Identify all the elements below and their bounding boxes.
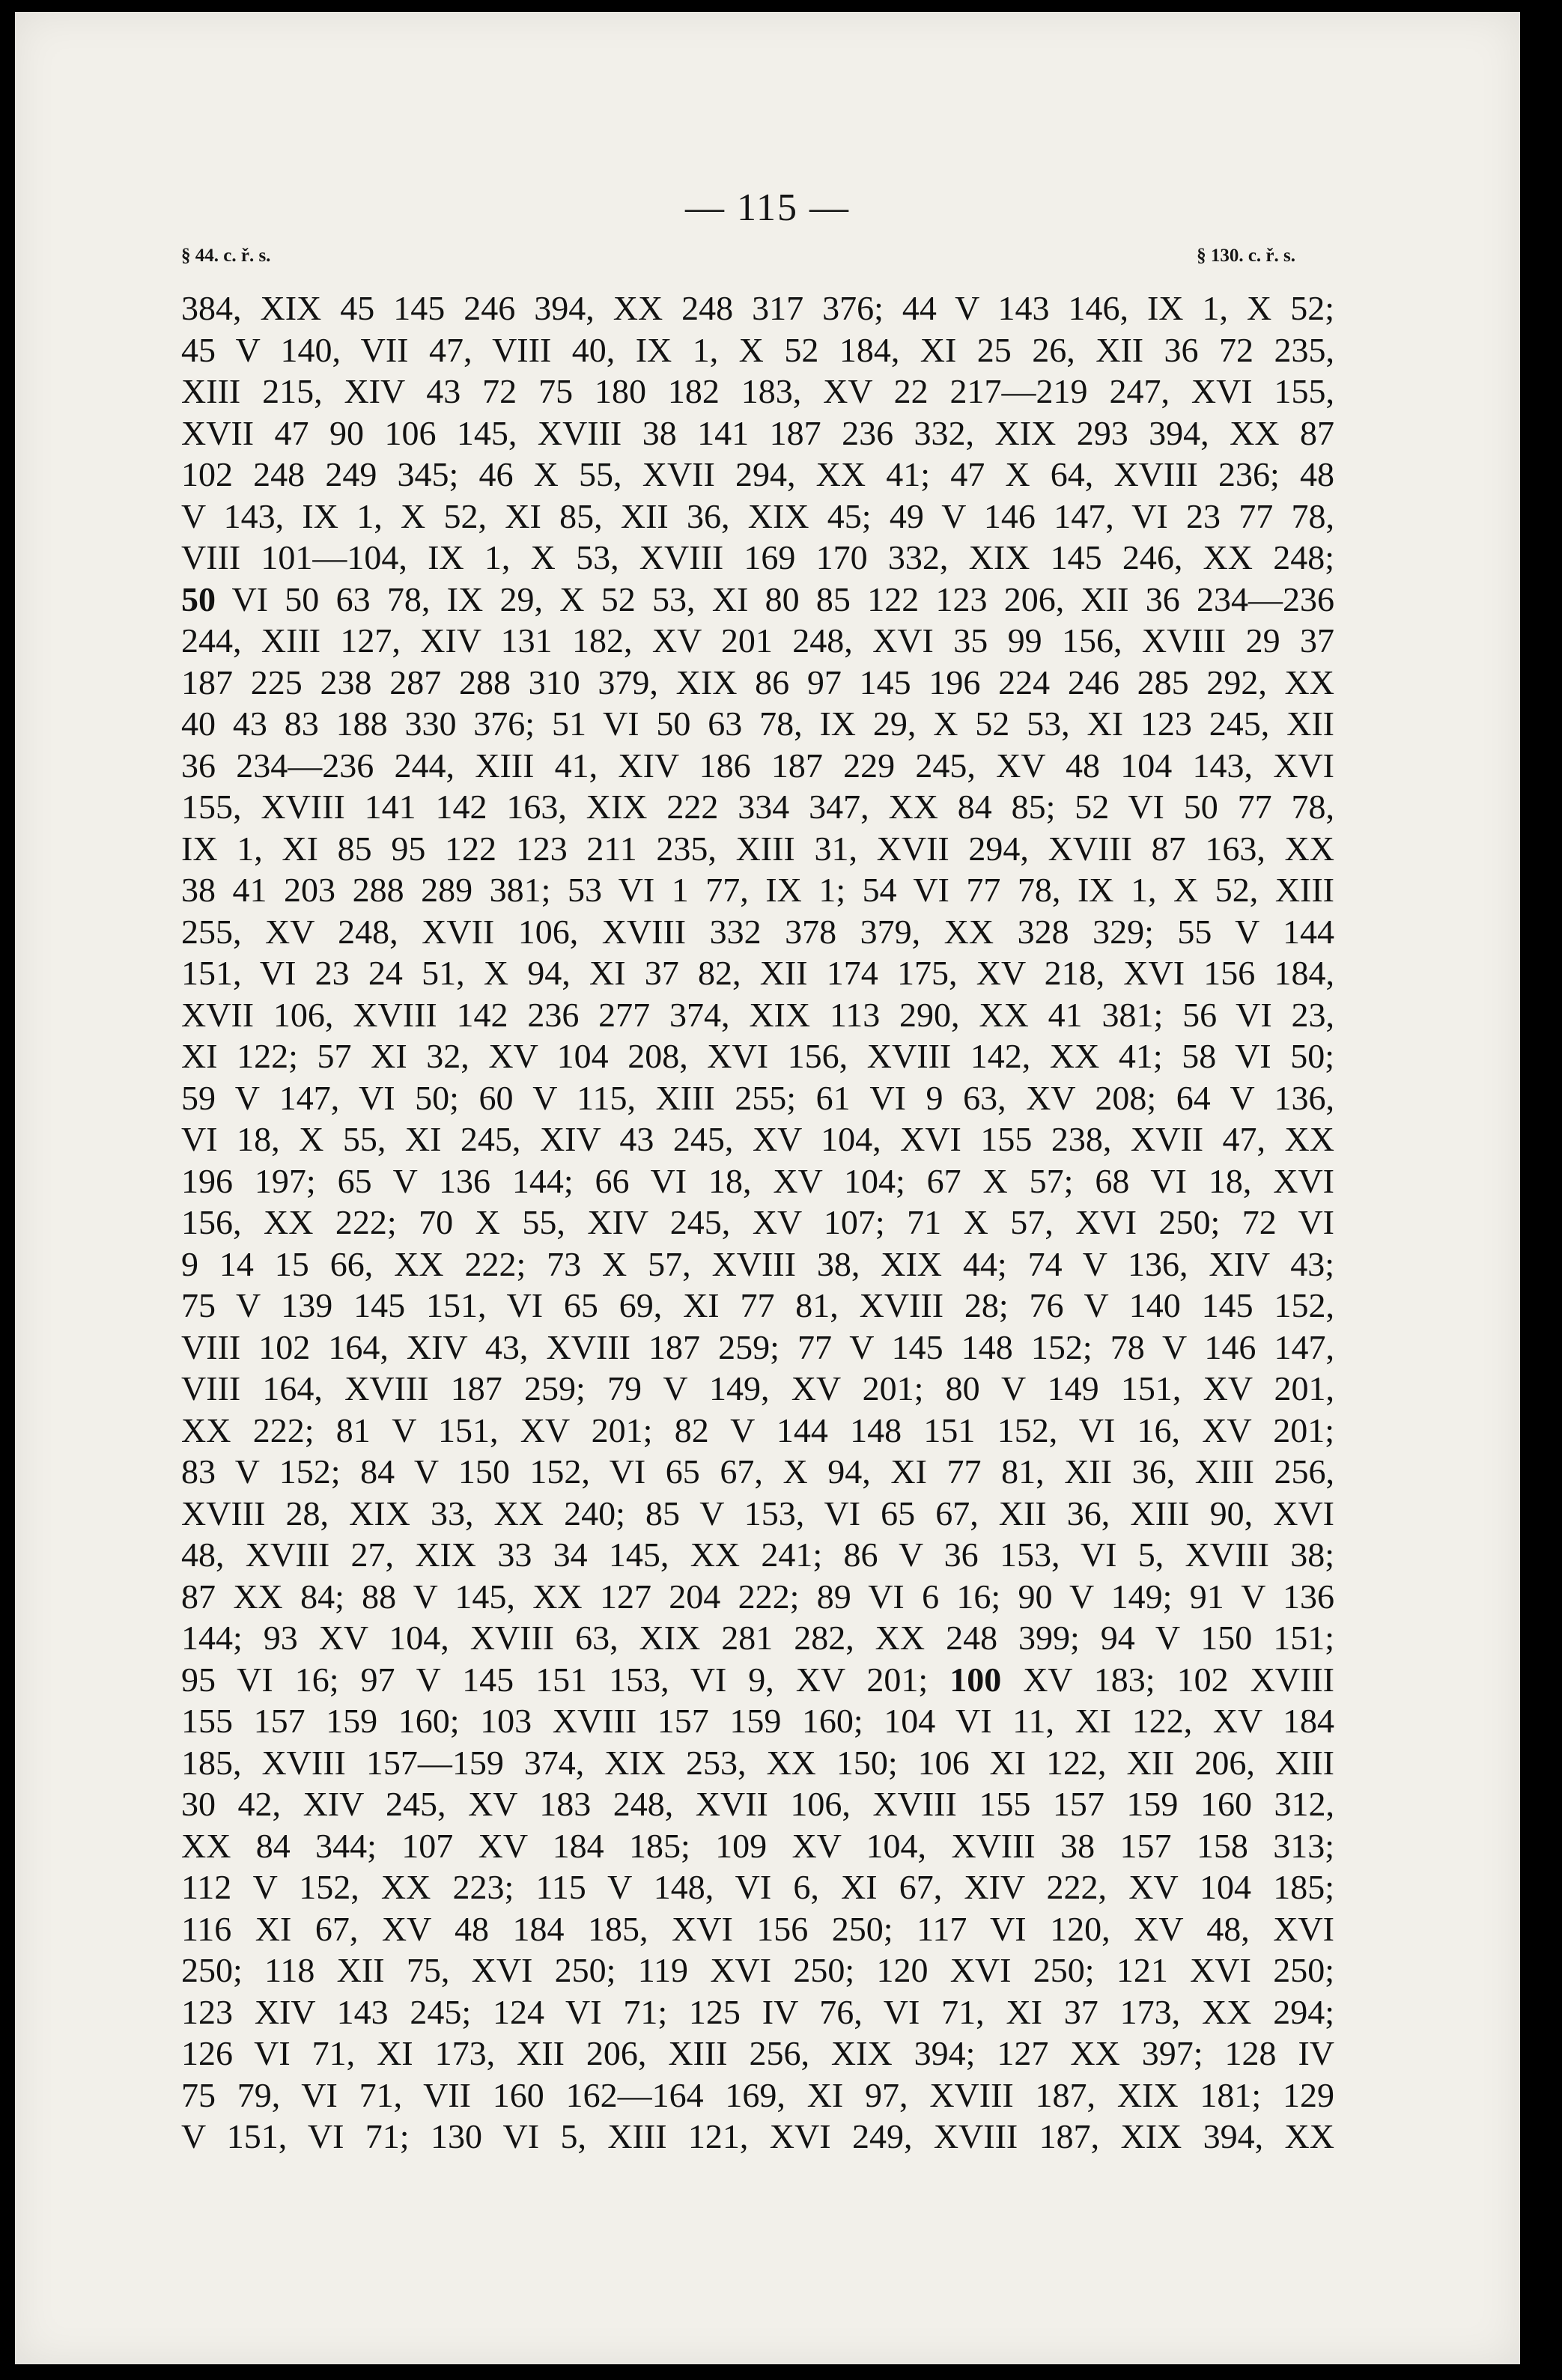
line-segment: 156, XX 222; 70 X 55, XIV 245, XV 107; 71 X 57, XVI 250; 72 VI [181,1203,1334,1241]
text-line [181,1285,1334,1327]
text-line [181,413,1334,454]
line-segment: 40 43 83 188 330 376; 51 VI 50 63 78, IX 29, X 52 53, XI 123 245, XII [181,704,1334,743]
line-segment: 112 V 152, XX 223; 115 V 148, VI 6, XI 67, XIV 222, XV 104 185; [181,1868,1334,1906]
text-line [181,1617,1334,1659]
line-segment: XVII 106, XVIII 142 236 277 374, XIX 113 290, XX 41 381; 56 VI 23, [181,995,1334,1034]
line-segment: 384, XIX 45 145 246 394, XX 248 317 376; 44 V 143 146, IX 1, X 52; [181,289,1334,327]
text-line [181,1576,1334,1618]
bold-entry-number: 50 [181,579,216,618]
text-line [181,952,1334,994]
line-segment: VIII 102 164, XIV 43, XVIII 187 259; 77 V 145 148 152; 78 V 146 147, [181,1327,1334,1366]
line-segment: 123 XIV 143 245; 124 VI 71; 125 IV 76, VI 71, XI 37 173, XX 294; [181,1992,1334,2031]
index-body-text [181,287,1334,2158]
bold-entry-number: 100 [949,1660,1002,1699]
text-line [181,329,1334,371]
text-line [181,620,1334,662]
line-segment: VIII 101—104, IX 1, X 53, XVIII 169 170 332, XIX 145 246, XX 248; [181,538,1334,576]
text-line [181,869,1334,911]
page-number: — 115 — [684,186,851,229]
line-segment: XV 183; 102 XVIII [1001,1660,1334,1699]
text-line [181,786,1334,828]
text-line [181,911,1334,953]
line-segment: 59 V 147, VI 50; 60 V 115, XIII 255; 61 VI 9 63, XV 208; 64 V 136, [181,1078,1334,1117]
line-segment: 244, XIII 127, XIV 131 182, XV 201 248, XVI 35 99 156, XVIII 29 37 [181,621,1334,660]
text-line [181,1908,1334,1950]
text-line [181,2116,1334,2158]
line-segment: XIII 215, XIV 43 72 75 180 182 183, XV 22 217—219 247, XVI 155, [181,372,1334,410]
line-segment: XX 84 344; 107 XV 184 185; 109 XV 104, XVIII 38 157 158 313; [181,1826,1334,1865]
text-line [181,1368,1334,1410]
line-segment: 255, XV 248, XVII 106, XVIII 332 378 379, XX 328 329; 55 V 144 [181,912,1334,951]
text-line [181,371,1334,413]
text-line [181,1244,1334,1285]
line-segment: VIII 164, XVIII 187 259; 79 V 149, XV 201; 80 V 149 151, XV 201, [181,1369,1334,1407]
line-segment: 144; 93 XV 104, XVIII 63, XIX 281 282, XX 248 399; 94 V 150 151; [181,1619,1334,1657]
line-segment: 83 V 152; 84 V 150 152, VI 65 67, X 94, XI 77 81, XII 36, XIII 256, [181,1452,1334,1491]
line-segment: 155 157 159 160; 103 XVIII 157 159 160; 104 VI 11, XI 122, XV 184 [181,1702,1334,1740]
line-segment: 250; 118 XII 75, XVI 250; 119 XVI 250; 120 XVI 250; 121 XVI 250; [181,1951,1334,1989]
line-segment: 126 VI 71, XI 173, XII 206, XIII 256, XIX 394; 127 XX 397; 128 IV [181,2034,1334,2072]
line-segment: XX 222; 81 V 151, XV 201; 82 V 144 148 151 152, VI 16, XV 201; [181,1410,1334,1449]
text-line [181,1119,1334,1160]
text-line [181,1451,1334,1493]
line-segment: 87 XX 84; 88 V 145, XX 127 204 222; 89 VI 6 16; 90 V 149; 91 V 136 [181,1577,1334,1616]
line-segment: IX 1, XI 85 95 122 123 211 235, XIII 31, XVII 294, XVIII 87 163, XX [181,829,1334,868]
text-line [181,1742,1334,1784]
line-segment: XVIII 28, XIX 33, XX 240; 85 V 153, VI 65 67, XII 36, XIII 90, XVI [181,1494,1334,1533]
running-head-right: § 130. c. ř. s. [1197,246,1295,266]
text-line [181,828,1334,870]
book-page [15,12,1520,2364]
line-segment: 75 79, VI 71, VII 160 162—164 169, XI 97, XVIII 187, XIX 181; 129 [181,2075,1334,2114]
line-segment: V 151, VI 71; 130 VI 5, XIII 121, XVI 249, XVIII 187, XIX 394, XX [181,2117,1334,2155]
text-line [181,1160,1334,1202]
text-line [181,662,1334,704]
text-line [181,1534,1334,1576]
text-line [181,1783,1334,1825]
text-line [181,1035,1334,1077]
text-line [181,1950,1334,1991]
text-line [181,994,1334,1036]
line-segment: 185, XVIII 157—159 374, XIX 253, XX 150; 106 XI 122, XII 206, XIII [181,1743,1334,1782]
line-segment: 95 VI 16; 97 V 145 151 153, VI 9, XV 201; [181,1660,950,1699]
line-segment: 155, XVIII 141 142 163, XIX 222 334 347, XX 84 85; 52 VI 50 77 78, [181,788,1334,826]
text-line [181,1327,1334,1369]
line-segment: 187 225 238 287 288 310 379, XIX 86 97 145 196 224 246 285 292, XX [181,663,1334,701]
line-segment: 45 V 140, VII 47, VIII 40, IX 1, X 52 184, XI 25 26, XII 36 72 235, [181,330,1334,369]
text-line [181,1202,1334,1244]
text-line [181,537,1334,579]
text-line [181,1700,1334,1742]
text-line [181,1077,1334,1119]
text-line [181,287,1334,329]
line-segment: 116 XI 67, XV 48 184 185, XVI 156 250; 117 VI 120, XV 48, XVI [181,1909,1334,1948]
line-segment: 151, VI 23 24 51, X 94, XI 37 82, XII 174 175, XV 218, XVI 156 184, [181,954,1334,992]
line-segment: 48, XVIII 27, XIX 33 34 145, XX 241; 86 V 36 153, VI 5, XVIII 38; [181,1536,1334,1574]
running-head-left: § 44. c. ř. s. [181,246,271,266]
line-segment: 9 14 15 66, XX 222; 73 X 57, XVIII 38, XIX 44; 74 V 136, XIV 43; [181,1244,1334,1283]
text-line [181,1825,1334,1867]
text-line [181,1866,1334,1908]
line-segment: 36 234—236 244, XIII 41, XIV 186 187 229 245, XV 48 104 143, XVI [181,746,1334,785]
text-line [181,579,1334,621]
text-line [181,1493,1334,1535]
line-segment: XVII 47 90 106 145, XVIII 38 141 187 236 332, XIX 293 394, XX 87 [181,413,1334,452]
text-line [181,2075,1334,2116]
line-segment: V 143, IX 1, X 52, XI 85, XII 36, XIX 45; 49 V 146 147, VI 23 77 78, [181,496,1334,535]
line-segment: 102 248 249 345; 46 X 55, XVII 294, XX 41; 47 X 64, XVIII 236; 48 [181,455,1334,493]
line-segment: 30 42, XIV 245, XV 183 248, XVII 106, XVIII 155 157 159 160 312, [181,1785,1334,1823]
text-line [181,703,1334,745]
text-line [181,496,1334,538]
line-segment: 75 V 139 145 151, VI 65 69, XI 77 81, XVIII 28; 76 V 140 145 152, [181,1286,1334,1324]
line-segment: VI 18, X 55, XI 245, XIV 43 245, XV 104, XVI 155 238, XVII 47, XX [181,1120,1334,1158]
text-line [181,454,1334,496]
text-line [181,1659,1334,1701]
line-segment: 38 41 203 288 289 381; 53 VI 1 77, IX 1; 54 VI 77 78, IX 1, X 52, XIII [181,871,1334,909]
line-segment: 196 197; 65 V 136 144; 66 VI 18, XV 104; 67 X 57; 68 VI 18, XVI [181,1161,1334,1200]
text-line [181,2033,1334,2075]
text-line [181,1991,1334,2033]
text-line [181,745,1334,787]
line-segment: VI 50 63 78, IX 29, X 52 53, XI 80 85 122 123 206, XII 36 234—236 [216,579,1334,618]
text-line [181,1410,1334,1452]
line-segment: XI 122; 57 XI 32, XV 104 208, XVI 156, XVIII 142, XX 41; 58 VI 50; [181,1037,1334,1075]
